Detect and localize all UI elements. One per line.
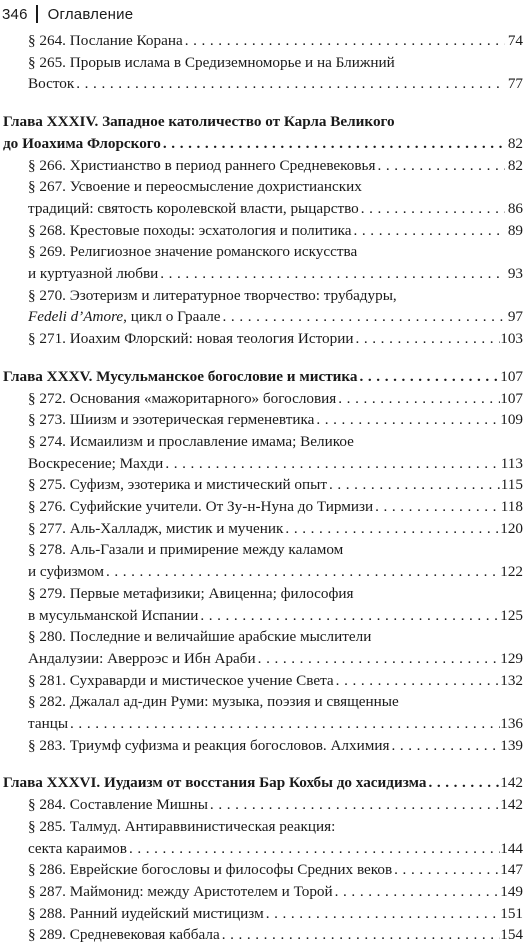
page-number: 346 [2,5,28,23]
toc-entry-title: § 284. Составление Мишны [28,796,208,814]
toc-chapter-line [3,111,523,133]
dot-leader [221,306,505,328]
toc-page-number: 86 [507,199,523,217]
dot-leader [359,198,505,220]
toc-entry-title: в мусульманской Испании [28,606,199,624]
dot-leader [198,605,500,627]
toc-entry-line [28,735,523,757]
dot-leader [161,133,505,155]
dot-leader [354,328,501,350]
dot-leader [158,263,505,285]
dot-leader [389,735,500,757]
toc-page-number: 107 [500,367,523,385]
toc-entry-title: § 270. Эзотеризм и литературное творчество: трубадуры, [28,286,397,304]
running-header [2,2,133,26]
toc-entry-title: Глава XXXIV. Западное католичество от Карла Великого [3,113,395,131]
toc-entry-line [28,328,523,350]
toc-entry-title: до Иоахима Флорского [3,134,161,152]
dot-leader [352,220,505,242]
toc-entry-line [28,285,523,307]
dot-leader [314,409,500,431]
toc-page-number: 97 [507,308,523,326]
toc-entry-title: § 289. Средневековая каббала [28,926,220,944]
dot-leader [334,670,501,692]
toc-page-number: 122 [500,563,523,581]
toc-entry-title: Восток [28,75,75,93]
toc-entry-title: § 267. Усвоение и переосмысление дохристианских [28,178,362,196]
toc-entry-title: § 275. Суфизм, эзотерика и мистический опыт [28,476,327,494]
toc-entry-title: и куртуазной любви [28,265,159,282]
dot-leader [327,474,501,496]
toc-entry-line [28,453,523,475]
toc-entry-title: § 264. Послание Корана [28,32,183,49]
toc-entry-title: § 271. Иоахим Флорский: новая теология Истории [28,330,354,348]
toc-entry-line [28,220,523,242]
toc-page-number: 132 [500,671,523,689]
toc-entry-title-rest: , цикл о Граале [123,308,221,326]
toc-page-number: 103 [500,330,523,348]
toc-entry-title: традиций: святость королевской власти, рыцарство [28,199,359,217]
toc-page-number: 154 [500,926,523,944]
toc-entry-title: Воскресение; Махди [28,454,164,472]
toc-entry-title: § 288. Ранний иудейский мистицизм [28,904,264,922]
toc-entry-title: танцы [28,715,69,732]
toc-entry-line [28,409,523,431]
toc-entry-line [28,474,523,496]
toc-entry-title: § 272. Основания «мажоритарного» богословия [28,389,337,407]
toc-entry-line [28,903,523,925]
toc-entry-title: § 279. Первые метафизики; Авиценна; философия [28,584,354,602]
toc-entry-title: § 276. Суфийские учители. От Зу-н-Нуна до Тирмизи [28,498,374,515]
toc-entry-line [28,670,523,692]
toc-page-number: 136 [500,715,523,732]
toc-page-number: 151 [500,904,523,922]
toc-page-number: 125 [500,606,523,624]
dot-leader [127,838,500,860]
dot-leader [256,648,501,670]
toc-entry-title: § 273. Шиизм и эзотерическая герменевтика [28,411,315,429]
toc-entry-line [28,838,523,860]
dot-leader [336,388,500,410]
toc-page-number: 144 [500,839,523,857]
dot-leader [375,155,505,177]
toc-page-number: 113 [500,454,523,472]
toc-entry-line [28,816,523,838]
toc-entry-line [28,859,523,881]
toc-page-number: 147 [500,861,523,879]
toc-entry-line [28,263,523,285]
toc-entry-line [28,561,523,583]
toc-entry-line [28,518,523,540]
toc-entry-title: § 268. Крестовые походы: эсхатология и политика [28,221,352,239]
toc-entry-title: § 265. Прорыв ислама в Средиземноморье и на Ближний [28,53,395,71]
toc-entry-line [28,155,523,177]
toc-entry-line [28,388,523,410]
toc-entry-title: § 280. Последние и величайшие арабские мыслители [28,628,372,646]
dot-leader [104,561,500,583]
toc-entry-line [28,626,523,648]
toc-page-number: 142 [500,774,523,792]
toc-entry-line [28,176,523,198]
toc-chapter-line [3,366,523,388]
dot-leader [373,496,501,518]
toc-entry-line [28,648,523,670]
toc-entry-line [28,924,523,946]
toc-entry-title: § 269. Религиозное значение романского искусства [28,243,358,261]
toc-entry-line [28,583,523,605]
toc-page-number: 77 [507,75,523,93]
toc-entry-line [28,52,523,74]
dot-leader [264,903,501,925]
dot-leader [183,30,505,52]
dot-leader [74,73,505,95]
toc-page-number: 89 [507,221,523,239]
toc-page-number: 93 [507,265,523,282]
toc-page-number: 118 [500,498,523,515]
toc-entry-line [28,794,523,816]
dot-leader [426,772,500,794]
dot-leader [208,794,500,816]
toc-entry-title: и суфизмом [28,563,104,581]
dot-leader [392,859,500,881]
dot-leader [283,518,500,540]
toc-entry-line [28,30,523,52]
header-divider [36,5,38,23]
toc-entry-title: § 277. Аль-Халладж, мистик и мученик [28,519,284,537]
toc-entry-line [28,713,523,735]
toc-entry-title: § 266. Христианство в период раннего Средневековья [28,156,376,174]
toc-page-number: 149 [500,882,523,900]
toc-page-number: 74 [507,32,523,49]
toc-entry-title: Глава XXXVI. Иудаизм от восстания Бар Кохбы до хасидизма [3,774,427,792]
toc-page-number: 129 [500,649,523,667]
toc-entry-line [28,73,523,95]
toc-chapter-line [3,133,523,155]
toc-entry-title: § 282. Джалал ад-дин Руми: музыка, поэзия и священные [28,693,399,711]
dot-leader [358,366,501,388]
toc-page-number: 120 [500,519,523,537]
toc-entry-title: § 286. Еврейские богословы и философы Средних веков [28,861,393,879]
dot-leader [68,713,500,735]
toc-entry-line [28,881,523,903]
toc-entry-line [28,198,523,220]
dot-leader [220,924,501,946]
toc-entry-title: § 285. Талмуд. Антираввинистическая реакция: [28,817,336,835]
toc-entry-line [28,241,523,263]
toc-entry-line [28,431,523,453]
toc-entry-line [28,691,523,713]
toc-page-number: 82 [507,134,523,152]
dot-leader [333,881,501,903]
toc-entry-title: Глава XXXV. Мусульманское богословие и мистика [3,367,358,385]
toc-entry-line [28,496,523,518]
toc-entry-title: секта караимов [28,839,127,857]
toc-entry-title: § 283. Триумф суфизма и реакция богословов. Алхимия [28,736,390,754]
toc-page-number: 142 [500,796,523,814]
toc-entry-title: § 274. Исмаилизм и прославление имама; Великое [28,432,354,450]
toc-page-number: 82 [507,156,523,174]
toc-entry-line [28,539,523,561]
toc-entry-title: § 278. Аль-Газали и примирение между каламом [28,541,344,559]
toc-page-number: 139 [500,736,523,754]
header-title: Оглавление [47,5,134,23]
toc-page-number: 115 [500,476,523,494]
dot-leader [163,453,500,475]
toc-entry-title [28,306,221,328]
toc-entry-title-italic: Fedeli d’Amore [28,308,124,326]
toc-page-number: 107 [500,389,523,407]
toc-entry-line [28,306,523,328]
toc-entry-title: Андалузии: Аверроэс и Ибн Араби [28,649,256,667]
toc-chapter-line [3,772,523,794]
toc-entry-title: § 287. Маймонид: между Аристотелем и Торой [28,882,333,900]
toc-entry-line [28,605,523,627]
toc-page-number: 109 [500,411,523,429]
toc-entry-title: § 281. Сухраварди и мистическое учение Света [28,671,334,689]
